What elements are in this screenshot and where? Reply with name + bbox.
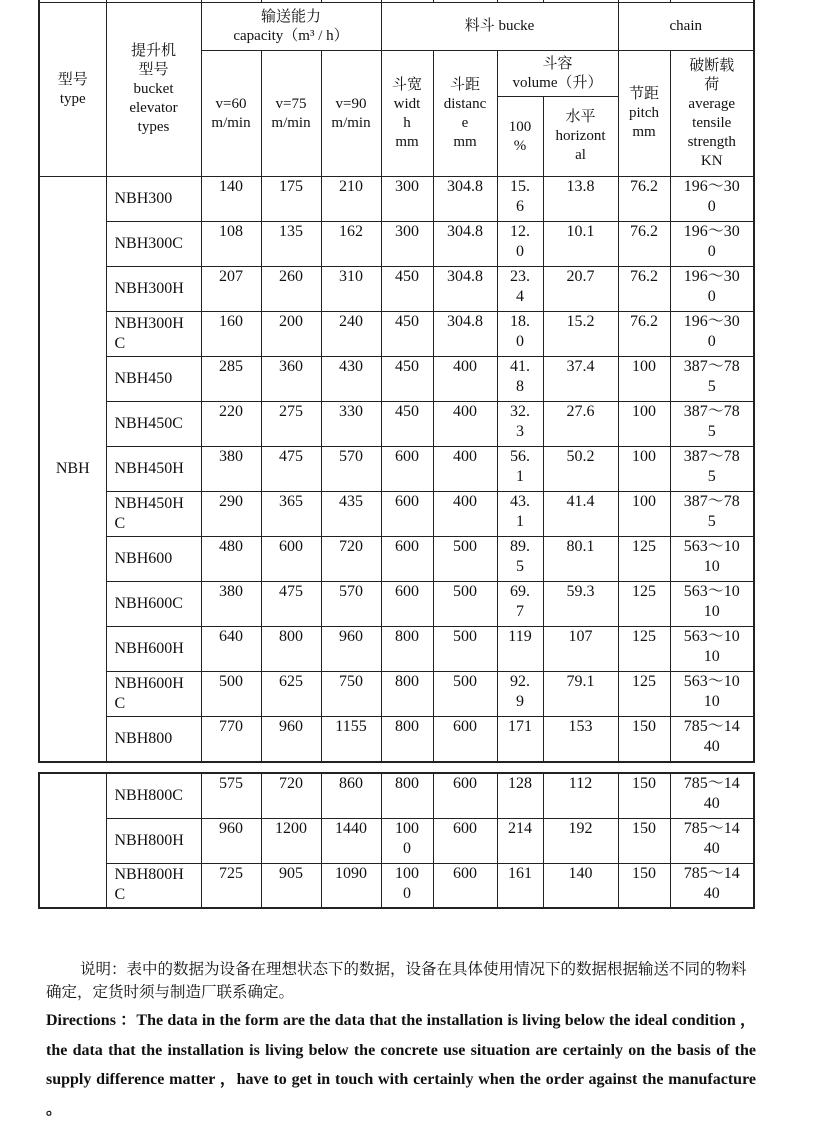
bucket-width-cell: 100 0 (381, 863, 433, 908)
table-row (39, 177, 754, 222)
breaking-strength-cell: 563～10 10 (670, 582, 754, 627)
table-row (39, 818, 754, 863)
bucket-distance-header: 斗距 distanc e mm (433, 51, 497, 177)
english-directions: Directions ：The data in the form are the data that the installation is living below the ideal condition ，the data that the installation is living below the concrete use situation are certainly on the basis of the supply difference matter ，have to get in touch with certainly when the order against the manufacture 。 (46, 1012, 756, 1118)
capacity-v60-cell: 480 (201, 537, 261, 582)
bucket-width-cell: 800 (381, 627, 433, 672)
volume-horizontal-cell: 41.4 (543, 492, 618, 537)
volume-100-cell: 171 (497, 717, 543, 762)
table-row (39, 627, 754, 672)
capacity-v75-cell: 260 (261, 267, 321, 312)
breaking-strength-cell: 785～14 40 (670, 773, 754, 818)
model-cell: NBH800H (106, 818, 201, 863)
chain-pitch-cell: 125 (618, 672, 670, 717)
model-cell: NBH300C (106, 222, 201, 267)
bucket-distance-cell: 304.8 (433, 222, 497, 267)
capacity-v60-cell: 575 (201, 773, 261, 818)
bucket-distance-cell: 400 (433, 492, 497, 537)
capacity-v90-cell: 570 (321, 582, 381, 627)
capacity-v90-cell: 960 (321, 627, 381, 672)
chain-pitch-cell: 100 (618, 402, 670, 447)
volume-horizontal-cell: 15.2 (543, 312, 618, 357)
bucket-distance-cell: 500 (433, 537, 497, 582)
capacity-v90-cell: 310 (321, 267, 381, 312)
model-header: 提升机 型号 bucket elevator types (106, 3, 201, 177)
volume-horizontal-cell: 112 (543, 773, 618, 818)
table-row (39, 222, 754, 267)
chain-pitch-cell: 100 (618, 357, 670, 402)
model-cell: NBH800H C (106, 863, 201, 908)
capacity-v60-cell: 108 (201, 222, 261, 267)
capacity-v60-cell: 770 (201, 717, 261, 762)
capacity-v75-cell: 1200 (261, 818, 321, 863)
chain-pitch-cell: 100 (618, 447, 670, 492)
breaking-strength-cell: 563～10 10 (670, 672, 754, 717)
capacity-v60-cell: 960 (201, 818, 261, 863)
table-row (39, 717, 754, 762)
type-cell: NBH (39, 177, 106, 762)
spec-table-page1 (38, 0, 755, 763)
capacity-v90-cell: 240 (321, 312, 381, 357)
bucket-width-header: 斗宽 widt h mm (381, 51, 433, 177)
capacity-v75-cell: 360 (261, 357, 321, 402)
volume-100-header: 100 % (497, 97, 543, 177)
capacity-v60-cell: 290 (201, 492, 261, 537)
volume-horizontal-cell: 59.3 (543, 582, 618, 627)
table-row (39, 492, 754, 537)
strength-header: 破断载 荷 average tensile strength KN (670, 51, 754, 177)
model-cell: NBH450H (106, 447, 201, 492)
volume-100-cell: 214 (497, 818, 543, 863)
bucket-width-cell: 600 (381, 447, 433, 492)
table-row (39, 582, 754, 627)
bucket-distance-cell: 304.8 (433, 267, 497, 312)
capacity-v60-cell: 380 (201, 447, 261, 492)
bucket-width-cell: 300 (381, 177, 433, 222)
breaking-strength-cell: 196～30 0 (670, 222, 754, 267)
capacity-v75-cell: 625 (261, 672, 321, 717)
model-cell: NBH600 (106, 537, 201, 582)
table-row (39, 672, 754, 717)
model-cell: NBH450C (106, 402, 201, 447)
bucket-width-cell: 800 (381, 717, 433, 762)
chain-pitch-cell: 125 (618, 537, 670, 582)
volume-horizontal-cell: 50.2 (543, 447, 618, 492)
chain-pitch-cell: 76.2 (618, 312, 670, 357)
type-cell (39, 773, 106, 908)
capacity-v90-cell: 210 (321, 177, 381, 222)
capacity-v75-cell: 720 (261, 773, 321, 818)
capacity-v75-cell: 800 (261, 627, 321, 672)
speed-75-header: v=75 m/min (261, 51, 321, 177)
breaking-strength-cell: 785～14 40 (670, 818, 754, 863)
capacity-header: 输送能力 capacity（m³ / h） (201, 3, 381, 51)
breaking-strength-cell: 387～78 5 (670, 447, 754, 492)
volume-100-cell: 43. 1 (497, 492, 543, 537)
volume-horizontal-cell: 13.8 (543, 177, 618, 222)
volume-horizontal-cell: 140 (543, 863, 618, 908)
capacity-v90-cell: 1440 (321, 818, 381, 863)
bucket-distance-cell: 400 (433, 402, 497, 447)
volume-horizontal-cell: 37.4 (543, 357, 618, 402)
capacity-v60-cell: 285 (201, 357, 261, 402)
capacity-v75-cell: 275 (261, 402, 321, 447)
capacity-v75-cell: 600 (261, 537, 321, 582)
volume-100-cell: 15. 6 (497, 177, 543, 222)
chain-pitch-cell: 150 (618, 773, 670, 818)
capacity-v60-cell: 725 (201, 863, 261, 908)
model-cell: NBH800 (106, 717, 201, 762)
bucket-distance-cell: 600 (433, 818, 497, 863)
capacity-v60-cell: 220 (201, 402, 261, 447)
volume-100-cell: 161 (497, 863, 543, 908)
chain-pitch-cell: 150 (618, 717, 670, 762)
capacity-v60-cell: 380 (201, 582, 261, 627)
bucket-width-cell: 800 (381, 773, 433, 818)
bucket-width-cell: 600 (381, 492, 433, 537)
capacity-v75-cell: 175 (261, 177, 321, 222)
capacity-v60-cell: 640 (201, 627, 261, 672)
notes-section (46, 958, 756, 1124)
bucket-width-cell: 450 (381, 357, 433, 402)
capacity-v60-cell: 160 (201, 312, 261, 357)
capacity-v60-cell: 500 (201, 672, 261, 717)
chain-pitch-cell: 150 (618, 863, 670, 908)
volume-horizontal-cell: 153 (543, 717, 618, 762)
bucket-distance-cell: 600 (433, 717, 497, 762)
volume-horizontal-header: 水平 horizont al (543, 97, 618, 177)
capacity-v75-cell: 200 (261, 312, 321, 357)
model-cell: NBH600H (106, 627, 201, 672)
bucket-width-cell: 100 0 (381, 818, 433, 863)
chain-pitch-cell: 125 (618, 627, 670, 672)
breaking-strength-cell: 387～78 5 (670, 402, 754, 447)
capacity-v90-cell: 435 (321, 492, 381, 537)
capacity-v90-cell: 330 (321, 402, 381, 447)
chain-pitch-cell: 125 (618, 582, 670, 627)
bucket-distance-cell: 500 (433, 582, 497, 627)
table-row (39, 402, 754, 447)
pitch-header: 节距 pitch mm (618, 51, 670, 177)
bucket-distance-cell: 400 (433, 447, 497, 492)
bucket-distance-cell: 304.8 (433, 312, 497, 357)
chain-pitch-cell: 76.2 (618, 222, 670, 267)
bucket-width-cell: 600 (381, 582, 433, 627)
table-row (39, 357, 754, 402)
model-cell: NBH300H C (106, 312, 201, 357)
model-cell: NBH450H C (106, 492, 201, 537)
volume-horizontal-cell: 79.1 (543, 672, 618, 717)
capacity-v90-cell: 720 (321, 537, 381, 582)
spec-table-page2 (38, 772, 755, 909)
table-row (39, 773, 754, 818)
model-cell: NBH300 (106, 177, 201, 222)
bucket-width-cell: 800 (381, 672, 433, 717)
capacity-v60-cell: 140 (201, 177, 261, 222)
bucket-distance-cell: 500 (433, 627, 497, 672)
bucket-width-cell: 450 (381, 267, 433, 312)
breaking-strength-cell: 785～14 40 (670, 863, 754, 908)
breaking-strength-cell: 563～10 10 (670, 537, 754, 582)
capacity-v90-cell: 162 (321, 222, 381, 267)
chain-pitch-cell: 76.2 (618, 177, 670, 222)
capacity-v90-cell: 860 (321, 773, 381, 818)
capacity-v75-cell: 135 (261, 222, 321, 267)
breaking-strength-cell: 196～30 0 (670, 267, 754, 312)
speed-90-header: v=90 m/min (321, 51, 381, 177)
volume-horizontal-cell: 20.7 (543, 267, 618, 312)
capacity-v90-cell: 570 (321, 447, 381, 492)
capacity-v75-cell: 905 (261, 863, 321, 908)
model-cell: NBH800C (106, 773, 201, 818)
chinese-note: 说明：表中的数据为设备在理想状态下的数据，设备在具体使用情况下的数据根据输送不同的物料确定，定货时须与制造厂联系确定。 (46, 961, 747, 1001)
table-row (39, 447, 754, 492)
breaking-strength-cell: 196～30 0 (670, 312, 754, 357)
capacity-v90-cell: 430 (321, 357, 381, 402)
table-row (39, 312, 754, 357)
volume-100-cell: 119 (497, 627, 543, 672)
capacity-v90-cell: 1090 (321, 863, 381, 908)
breaking-strength-cell: 785～14 40 (670, 717, 754, 762)
chain-pitch-cell: 100 (618, 492, 670, 537)
model-cell: NBH600C (106, 582, 201, 627)
volume-horizontal-cell: 192 (543, 818, 618, 863)
model-cell: NBH600H C (106, 672, 201, 717)
volume-horizontal-cell: 107 (543, 627, 618, 672)
volume-100-cell: 18. 0 (497, 312, 543, 357)
volume-header: 斗容 volume（升） (497, 51, 618, 97)
bucket-distance-cell: 500 (433, 672, 497, 717)
bucket-header: 料斗 bucke (381, 3, 618, 51)
volume-100-cell: 23. 4 (497, 267, 543, 312)
chain-header: chain (618, 3, 754, 51)
capacity-v75-cell: 475 (261, 582, 321, 627)
volume-100-cell: 41. 8 (497, 357, 543, 402)
bucket-width-cell: 450 (381, 402, 433, 447)
volume-100-cell: 56. 1 (497, 447, 543, 492)
capacity-v75-cell: 475 (261, 447, 321, 492)
bucket-width-cell: 600 (381, 537, 433, 582)
table-row (39, 537, 754, 582)
capacity-v75-cell: 960 (261, 717, 321, 762)
speed-60-header: v=60 m/min (201, 51, 261, 177)
volume-100-cell: 92. 9 (497, 672, 543, 717)
type-header: 型号 type (39, 3, 106, 177)
volume-horizontal-cell: 80.1 (543, 537, 618, 582)
capacity-v75-cell: 365 (261, 492, 321, 537)
volume-100-cell: 69. 7 (497, 582, 543, 627)
chain-pitch-cell: 150 (618, 818, 670, 863)
table-row (39, 863, 754, 908)
volume-horizontal-cell: 10.1 (543, 222, 618, 267)
capacity-v60-cell: 207 (201, 267, 261, 312)
capacity-v90-cell: 1155 (321, 717, 381, 762)
bucket-width-cell: 450 (381, 312, 433, 357)
bucket-distance-cell: 400 (433, 357, 497, 402)
breaking-strength-cell: 387～78 5 (670, 357, 754, 402)
volume-horizontal-cell: 27.6 (543, 402, 618, 447)
volume-100-cell: 12. 0 (497, 222, 543, 267)
capacity-v90-cell: 750 (321, 672, 381, 717)
volume-100-cell: 89. 5 (497, 537, 543, 582)
bucket-distance-cell: 304.8 (433, 177, 497, 222)
bucket-distance-cell: 600 (433, 773, 497, 818)
model-cell: NBH450 (106, 357, 201, 402)
volume-100-cell: 128 (497, 773, 543, 818)
breaking-strength-cell: 387～78 5 (670, 492, 754, 537)
bucket-distance-cell: 600 (433, 863, 497, 908)
breaking-strength-cell: 196～30 0 (670, 177, 754, 222)
chain-pitch-cell: 76.2 (618, 267, 670, 312)
model-cell: NBH300H (106, 267, 201, 312)
bucket-width-cell: 300 (381, 222, 433, 267)
breaking-strength-cell: 563～10 10 (670, 627, 754, 672)
table-row (39, 267, 754, 312)
volume-100-cell: 32. 3 (497, 402, 543, 447)
